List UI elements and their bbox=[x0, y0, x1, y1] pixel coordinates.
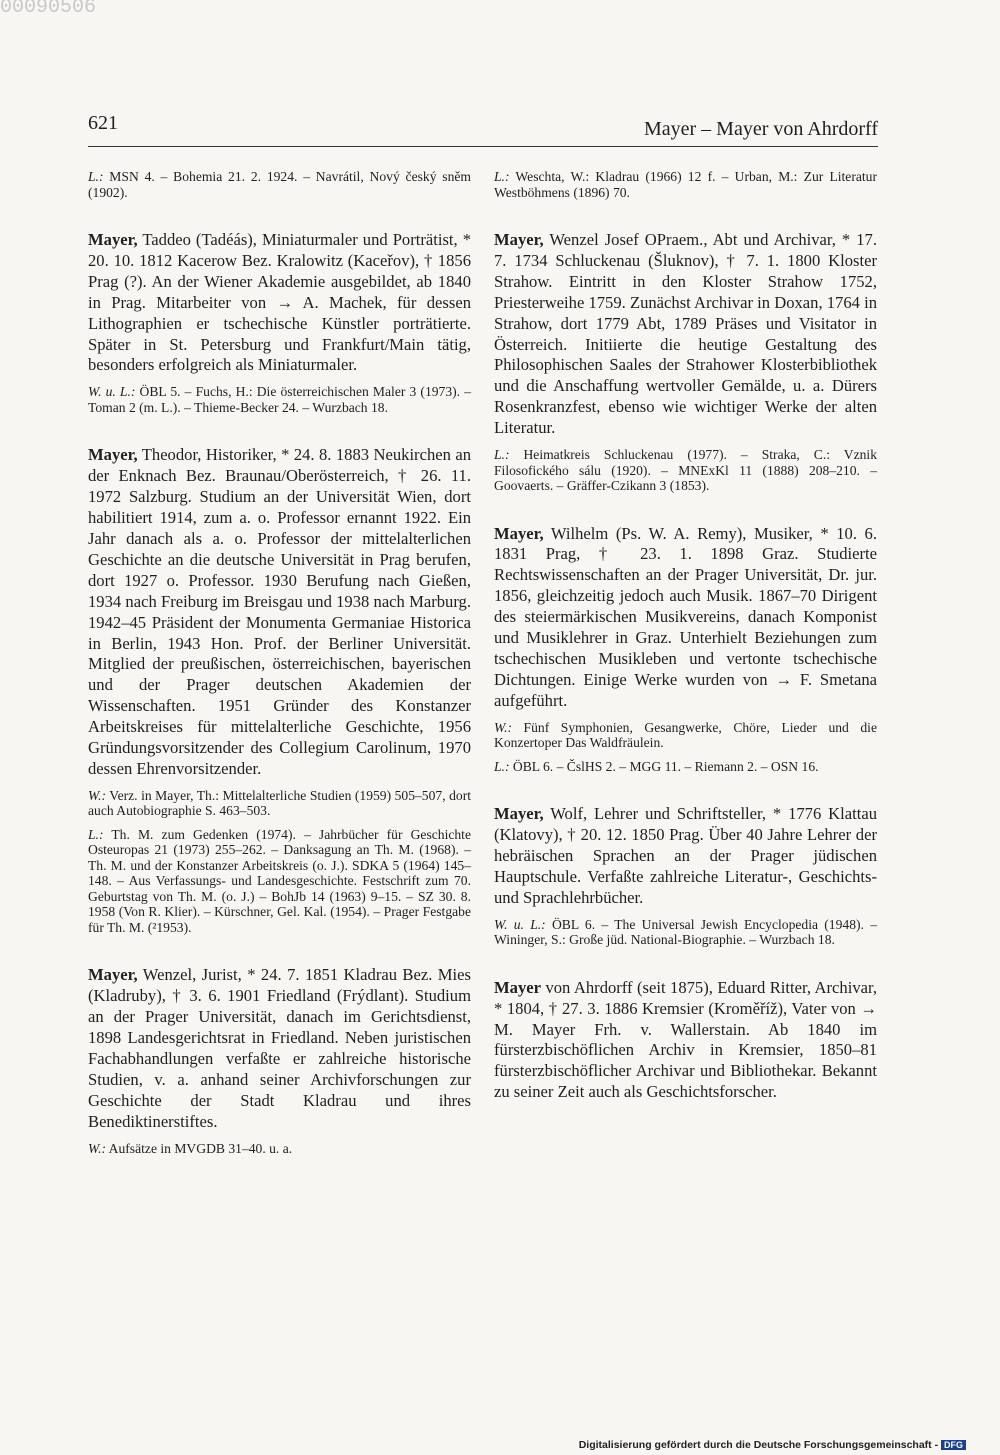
works-note: W.: Aufsätze in MVGDB 31–40. u. a. bbox=[88, 1140, 293, 1156]
literature-note: L.: Th. M. zum Gedenken (1974). – Jahrbücher für Geschichte Osteuropas 21 (1973) 255–262. – Danksagung an Th. M. (1968). – Th. M. und der Konstanzer Arbeitskreis (o. J.). SDKA 5 (1964) 145–148. – Aus Verfassungs- und Landesgeschichte. Festschrift zum 70. Geburtstag von Th. M. (o. J.) – BohJb 14 (1963) 9–15. – SZ 30. 8. 1958 (Von R. Klier). – Kürschner, Gel. Kal. (1954). – Prager Festgabe für Th. M. (²1953). bbox=[88, 826, 471, 935]
literature-note: W. u. L.: ÖBL 6. – The Universal Jewish Encyclopedia (1948). – Wininger, S.: Große jüd. National-Biographie. – Wurzbach 18. bbox=[494, 916, 877, 948]
entry-wilhelm: Mayer, Wilhelm (Ps. W. A. Remy), Musiker, * 10. 6. 1831 Prag, † 23. 1. 1898 Graz. Studierte Rechtswissenschaften an der Prager Universität, Dr. jur. 1856, gleichzeitig jedoch auch Musik. 1867–70 Dirigent des steiermärkischen Musikvereins, danach Komponist und Musiklehrer in Graz. Unterhielt Beziehungen zum tschechischen Musikleben und vertonte tschechische Dichtungen. Einige Werke wurden von → F. Smetana aufgeführt. bbox=[494, 523, 877, 710]
funding-note: Digitalisierung gefördert durch die Deutsche Forschungsgemeinschaft - DFG bbox=[579, 1439, 966, 1451]
literature-note: L.: Weschta, W.: Kladrau (1966) 12 f. – Urban, M.: Zur Literatur Westböhmens (1896) 70. bbox=[494, 169, 877, 200]
page-header bbox=[88, 112, 878, 147]
literature-note: L.: ÖBL 6. – ČslHS 2. – MGG 11. – Riemann 2. – OSN 16. bbox=[494, 758, 819, 774]
literature-note: L.: Heimatkreis Schluckenau (1977). – Straka, C.: Vznik Filosofického sálu (1920). – MNExKl 11 (1888) 208–210. – Goovaerts. – Gräffer-Czikann 3 (1853). bbox=[494, 447, 877, 494]
running-head: Mayer – Mayer von Ahrdorff bbox=[643, 118, 878, 140]
literature-note: L.: MSN 4. – Bohemia 21. 2. 1924. – Navrátil, Nový český sněm (1902). bbox=[88, 169, 471, 200]
page-number: 621 bbox=[88, 112, 118, 134]
scan-id: 00090506 bbox=[0, 0, 97, 19]
works-note: W.: Fünf Symphonien, Gesangwerke, Chöre, Lieder und die Konzertoper Das Waldfräulein. bbox=[494, 719, 877, 751]
dfg-logo: DFG bbox=[941, 1440, 966, 1450]
entry-wenzel: Mayer, Wenzel, Jurist, * 24. 7. 1851 Kladrau Bez. Mies (Kladruby), † 3. 6. 1901 Friedland (Frýdlant). Studium an der Prager Universität, danach im Gerichtsdienst, 1898 Landesgerichtsrat in Friedland. Neben juristischen Fachabhandlungen verfaßte er zahlreiche historische Studien, v. a. anhand seiner Archivforschungen zur Geschichte der Stadt Kladrau und ihres Benediktinerstiftes. bbox=[88, 965, 471, 1131]
entry-taddeo: Mayer, Taddeo (Tadéás), Miniaturmaler und Porträtist, * 20. 10. 1812 Kacerow Bez. Kralowitz (Kaceřov), † 1856 Prag (?). An der Wiener Akademie ausgebildet, ab 1840 in Prag. Mitarbeiter von → A. Machek, für dessen Lithographien er tschechische Künstler porträtierte. Später in St. Petersburg und Frankfurt/Main tätig, besonders erfolgreich als Miniaturmaler. bbox=[88, 230, 471, 375]
entry-wolf: Mayer, Wolf, Lehrer und Schriftsteller, * 1776 Klattau (Klatovy), † 20. 12. 1850 Prag. Über 40 Jahre Lehrer der hebräischen Sprachen an der Prager jüdischen Hauptschule. Verfaßte zahlreiche Literatur-, Geschichts- und Sprachlehrbücher. bbox=[494, 804, 877, 907]
entry-theodor: Mayer, Theodor, Historiker, * 24. 8. 1883 Neukirchen an der Enknach Bez. Braunau/Oberösterreich, † 26. 11. 1972 Salzburg. Studium an der Universität Wien, dort habilitiert 1914, zum a. o. Professor ernannt 1922. Ein Jahr danach als a. o. Professor der mittelalterlichen Geschichte an die deutsche Universität in Prag berufen, dort 1927 o. Professor. 1930 Berufung nach Gießen, 1934 nach Freiburg im Breisgau und 1938 nach Marburg. 1942–45 Präsident der Monumenta Germaniae Historica in Berlin, 1943 Hon. Prof. der Berliner Universität. Mitglied der preußischen, österreichischen, bayerischen und der Prager deutschen Akademien der Wissenschaften. 1951 Gründer des Konstanzer Arbeitskreises für mittelalterliche Geschichte, 1956 Gründungsvorsitzender des Collegium Carolinum, 1970 dessen Ehrenvorsitzender. bbox=[88, 445, 471, 778]
entry-wenzel-josef: Mayer, Wenzel Josef OPraem., Abt und Archivar, * 17. 7. 1734 Schluckenau (Šluknov), † 7. 1. 1800 Kloster Strahow. Eintritt in den Kloster Strahow 1752, Priesterweihe 1759. Zunächst Archivar in Doxan, 1764 in Strahow, dort 1779 Abt, 1789 Präses und Visitator in Österreich. Initiierte die heutige Gestaltung des Philosophischen Saales der Strahower Klosterbibliothek und die Anschaffung wertvoller Gemälde, u. a. Dürers Rosenkranzfest, ebenso wie wichtiger Werke der alten Literatur. bbox=[494, 230, 877, 438]
literature-note: W. u. L.: ÖBL 5. – Fuchs, H.: Die österreichischen Maler 3 (1973). – Toman 2 (m. L.). – Thieme-Becker 24. – Wurzbach 18. bbox=[88, 384, 471, 415]
right-column bbox=[494, 169, 877, 1103]
entry-ahrdorff: Mayer von Ahrdorff (seit 1875), Eduard Ritter, Archivar, * 1804, † 27. 3. 1886 Kremsier (Kroměříž), Vater von → M. Mayer Frh. v. Wallerstain. Ab 1840 im fürsterzbischöflichen Archiv in Kremsier, 1850–81 fürsterzbischöflicher Archivar und Bibliothekar. Bekannt zu seiner Zeit auch als Geschichtsforscher. bbox=[494, 977, 877, 1102]
left-column bbox=[88, 169, 471, 1156]
works-note: W.: Verz. in Mayer, Th.: Mittelalterliche Studien (1959) 505–507, dort auch Autobiographie S. 463–503. bbox=[88, 787, 471, 819]
